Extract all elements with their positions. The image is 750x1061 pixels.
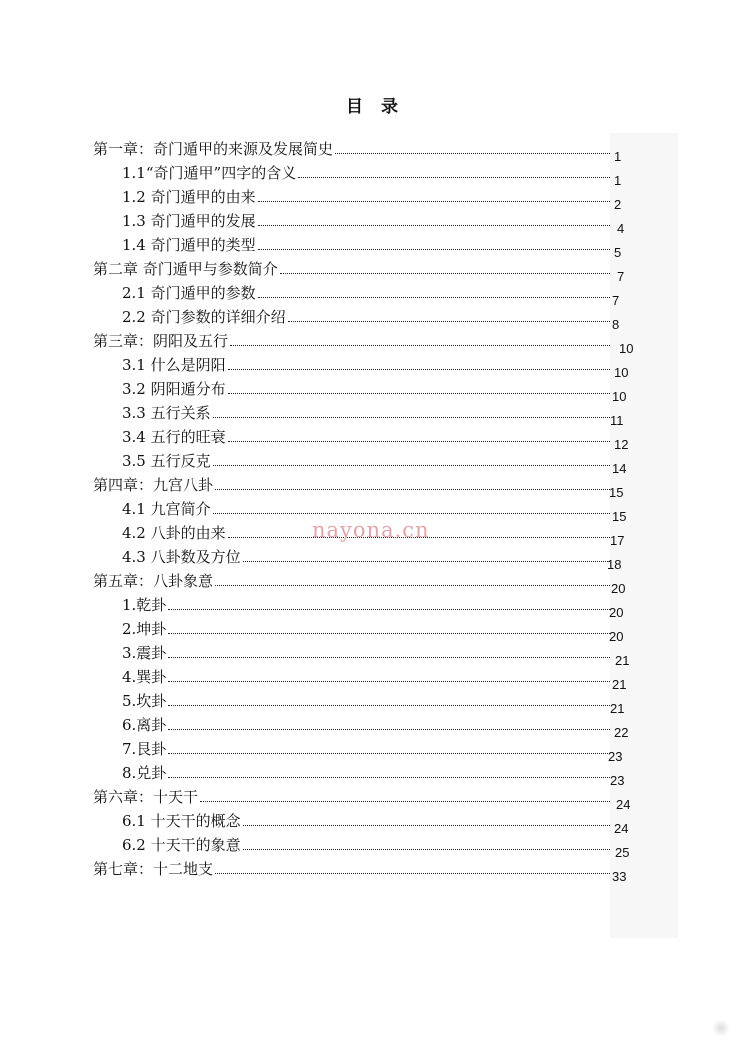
toc-page-number: 10 [619, 341, 634, 356]
toc-entry-label: 6.2 十天干的象意 [122, 836, 241, 854]
toc-entry [93, 257, 610, 281]
toc-leader-dots [213, 417, 610, 418]
toc-leader-dots [168, 729, 610, 730]
toc-leader-dots [230, 345, 610, 346]
toc-section-row [0, 233, 750, 260]
toc-entry [122, 761, 610, 785]
toc-leader-dots [298, 177, 610, 178]
toc-entry [122, 377, 610, 401]
toc-leader-dots [258, 249, 610, 250]
toc-section-row [0, 665, 750, 692]
toc-page-number: 2 [614, 197, 622, 212]
toc-leader-dots [258, 297, 610, 298]
toc-page-number: 21 [612, 677, 627, 692]
toc-section-row [0, 713, 750, 740]
toc-entry-label: 第七章：十二地支 [93, 860, 214, 878]
toc-leader-dots [200, 801, 610, 802]
toc-leader-dots [228, 369, 610, 370]
toc-section-row [0, 689, 750, 716]
toc-leader-dots [288, 321, 610, 322]
toc-page-number: 21 [615, 653, 630, 668]
toc-entry [122, 617, 610, 641]
toc-page-number: 22 [614, 725, 629, 740]
toc-page-number: 1 [614, 149, 622, 164]
toc-page-number: 25 [615, 845, 630, 860]
toc-entry [93, 329, 610, 353]
toc-page-number: 10 [612, 389, 627, 404]
toc-entry [93, 857, 610, 881]
toc-entry-label: 1.1“奇门遁甲”四字的含义 [122, 164, 297, 182]
toc-section-row [0, 809, 750, 836]
toc-entry-label: 8.兑卦 [122, 764, 167, 782]
toc-entry [93, 785, 610, 809]
toc-leader-dots [213, 465, 610, 466]
toc-section-row [0, 377, 750, 404]
toc-entry [122, 425, 610, 449]
toc-entry-label: 7.艮卦 [122, 740, 167, 758]
toc-leader-dots [168, 681, 610, 682]
toc-entry-label: 1.2 奇门遁甲的由来 [122, 188, 256, 206]
toc-page-number: 24 [614, 821, 629, 836]
toc-entry [122, 401, 610, 425]
toc-entry-label: 6.1 十天干的概念 [122, 812, 241, 830]
toc-page-number: 1 [614, 173, 622, 188]
toc-section-row [0, 425, 750, 452]
toc-entry [122, 665, 610, 689]
toc-entry [122, 809, 610, 833]
toc-entry-label: 2.2 奇门参数的详细介绍 [122, 308, 286, 326]
toc-page-number: 12 [614, 437, 629, 452]
toc-chapter-row [0, 473, 750, 500]
toc-entry-label: 4.3 八卦数及方位 [122, 548, 241, 566]
toc-leader-dots [168, 633, 610, 634]
toc-entry-label: 3.1 什么是阴阳 [122, 356, 226, 374]
toc-entry-label: 3.4 五行的旺衰 [122, 428, 226, 446]
page-title: 目 录 [346, 97, 404, 117]
toc-chapter-row [0, 569, 750, 596]
toc-section-row [0, 641, 750, 668]
toc-entry-label: 4.巽卦 [122, 668, 167, 686]
toc-entry-label: 1.3 奇门遁甲的发展 [122, 212, 256, 230]
toc-entry-label: 4.2 八卦的由来 [122, 524, 226, 542]
toc-entry [122, 689, 610, 713]
toc-entry [122, 161, 610, 185]
toc-entry [93, 137, 610, 161]
toc-entry [122, 593, 610, 617]
toc-page-number: 21 [610, 701, 625, 716]
toc-section-row [0, 761, 750, 788]
toc-entry-label: 第三章：阴阳及五行 [93, 332, 229, 350]
toc-leader-dots [280, 273, 610, 274]
toc-leader-dots [243, 825, 610, 826]
toc-entry-label: 第五章：八卦象意 [93, 572, 214, 590]
toc-page-number: 20 [611, 581, 626, 596]
toc-page-number: 23 [608, 749, 623, 764]
toc-entry-label: 5.坎卦 [122, 692, 167, 710]
toc-entry-label: 第四章：九宫八卦 [93, 476, 214, 494]
toc-page-number: 18 [607, 557, 622, 572]
toc-section-row [0, 281, 750, 308]
toc-leader-dots [243, 849, 610, 850]
toc-page-number: 23 [610, 773, 625, 788]
toc-entry [122, 185, 610, 209]
toc-entry [122, 281, 610, 305]
toc-section-row [0, 161, 750, 188]
scan-speck [712, 1019, 730, 1037]
toc-leader-dots [215, 873, 610, 874]
toc-page-number: 33 [612, 869, 627, 884]
toc-section-row [0, 545, 750, 572]
watermark-text: nayona.cn [312, 518, 430, 542]
toc-leader-dots [213, 513, 610, 514]
toc-chapter-row [0, 785, 750, 812]
toc-page-number: 14 [612, 461, 627, 476]
toc-page-number: 4 [617, 221, 625, 236]
toc-leader-dots [168, 753, 610, 754]
toc-leader-dots [228, 441, 610, 442]
toc-entry-label: 第六章：十天干 [93, 788, 199, 806]
toc-page-number: 8 [612, 317, 620, 332]
toc-section-row [0, 353, 750, 380]
toc-section-row [0, 401, 750, 428]
toc-page-number: 10 [614, 365, 629, 380]
toc-entry [122, 353, 610, 377]
toc-leader-dots [228, 393, 610, 394]
toc-page-number: 17 [610, 533, 625, 548]
toc-section-row [0, 449, 750, 476]
toc-entry [122, 449, 610, 473]
toc-entry [93, 473, 610, 497]
toc-section-row [0, 209, 750, 236]
toc-page-number: 15 [609, 485, 624, 500]
toc-leader-dots [258, 201, 610, 202]
toc-page-number: 11 [610, 413, 624, 428]
toc-leader-dots [168, 609, 610, 610]
toc-entry [122, 713, 610, 737]
toc-leader-dots [168, 777, 610, 778]
toc-page-number: 7 [612, 293, 620, 308]
toc-section-row [0, 593, 750, 620]
toc-section-row [0, 833, 750, 860]
toc-entry [122, 545, 610, 569]
toc-entry-label: 6.离卦 [122, 716, 167, 734]
toc-section-row [0, 617, 750, 644]
toc-leader-dots [215, 585, 610, 586]
toc-section-row [0, 737, 750, 764]
toc-entry-label: 第一章：奇门遁甲的来源及发展简史 [93, 140, 334, 158]
toc-entry-label: 3.震卦 [122, 644, 167, 662]
toc-page-number: 5 [614, 245, 622, 260]
toc-page-number: 20 [609, 629, 624, 644]
toc-entry [122, 641, 610, 665]
toc-entry-label: 4.1 九宫简介 [122, 500, 211, 518]
toc-entry [122, 209, 610, 233]
toc-entry [122, 737, 610, 761]
toc-entry-label: 1.4 奇门遁甲的类型 [122, 236, 256, 254]
toc-chapter-row [0, 857, 750, 884]
toc-page-number: 15 [612, 509, 627, 524]
toc-page-number: 7 [617, 269, 625, 284]
toc-entry-label: 3.5 五行反克 [122, 452, 211, 470]
toc-entry-label: 第二章 奇门遁甲与参数简介 [93, 260, 278, 278]
toc-leader-dots [243, 561, 610, 562]
toc-leader-dots [335, 153, 610, 154]
toc-chapter-row [0, 329, 750, 356]
toc-entry [93, 569, 610, 593]
toc-entry-label: 3.2 阴阳遁分布 [122, 380, 226, 398]
toc-section-row [0, 185, 750, 212]
toc-leader-dots [168, 657, 610, 658]
toc-entry [122, 833, 610, 857]
toc-page-number: 20 [609, 605, 624, 620]
toc-entry-label: 2.坤卦 [122, 620, 167, 638]
toc-entry-label: 2.1 奇门遁甲的参数 [122, 284, 256, 302]
toc-leader-dots [258, 225, 610, 226]
toc-page-number: 24 [616, 797, 631, 812]
toc-entry [122, 305, 610, 329]
toc-chapter-row [0, 137, 750, 164]
toc-section-row [0, 305, 750, 332]
toc-leader-dots [215, 489, 610, 490]
toc-leader-dots [168, 705, 610, 706]
toc-entry-label: 1.乾卦 [122, 596, 167, 614]
toc-entry-label: 3.3 五行关系 [122, 404, 211, 422]
toc-entry [122, 233, 610, 257]
toc-chapter-row [0, 257, 750, 284]
